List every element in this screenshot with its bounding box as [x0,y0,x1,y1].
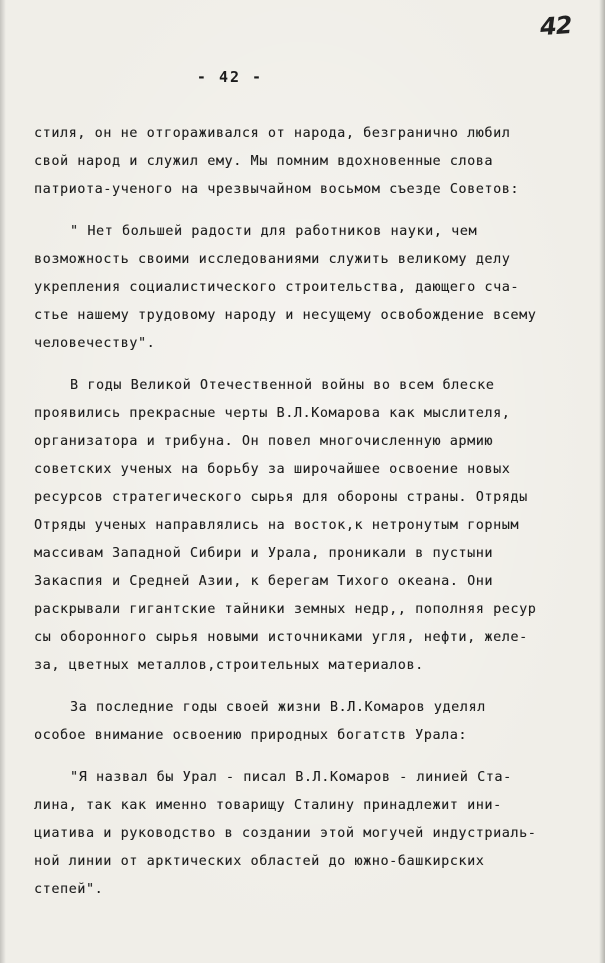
text-line: Закаспия и Средней Азии, к берегам Тихого океана. Они [34,574,494,589]
page-number: - 42 - [196,68,264,86]
text-line: организатора и трибуна. Он повел многочисленную армию [34,434,494,449]
text-line: свой народ и служил ему. Мы помним вдохновенные слова [34,154,494,169]
text-line: стье нашему трудовому народу и несущему освобождение всему [34,308,537,323]
text-line: " Нет большей радости для работников науки, чем [70,224,478,239]
text-line: укрепления социалистического строительства, дающего сча- [34,280,520,295]
text-line: циатива и руководство в создании этой могучей индустриаль- [34,826,537,841]
text-line: За последние годы своей жизни В.Л.Комаров уделял [70,700,486,715]
text-line: за, цветных металлов,строительных материалов. [34,658,424,673]
text-line: массивам Западной Сибири и Урала, проникали в пустыни [34,546,494,561]
text-line: особое внимание освоению природных богатств Урала: [34,728,468,743]
handwritten-folio-number: 42 [539,10,573,42]
text-line: стиля, он не отгораживался от народа, безгранично любил [34,126,511,141]
text-line: возможность своими исследованиями служить великому делу [34,252,511,267]
text-line: лина, так как именно товарищу Сталину принадлежит ини- [34,798,502,813]
text-line: проявились прекрасные черты В.Л.Комарова как мыслителя, [34,406,511,421]
text-line: ной линии от арктических областей до южно-башкирских [34,854,485,869]
text-line: раскрывали гигантские тайники земных недр,, пополняя ресур [34,602,537,617]
text-line: сы оборонного сырья новыми источниками угля, нефти, желе- [34,630,528,645]
text-line: Отряды ученых направлялись на восток,к нетронутым горным [34,518,520,533]
text-line: степей". [34,882,104,897]
text-line: ресурсов стратегического сырья для обороны страны. Отряды [34,490,528,505]
page-edge-right [599,0,605,963]
text-line: "Я назвал бы Урал - писал В.Л.Комаров - линией Ста- [70,770,512,785]
text-line: советских ученых на борьбу за широчайшее освоение новых [34,462,511,477]
text-line: В годы Великой Отечественной войны во всем блеске [70,378,495,393]
page-edge-left [0,0,6,963]
text-line: человечеству". [34,336,156,351]
text-line: патриота-ученого на чрезвычайном восьмом съезде Советов: [34,182,520,197]
